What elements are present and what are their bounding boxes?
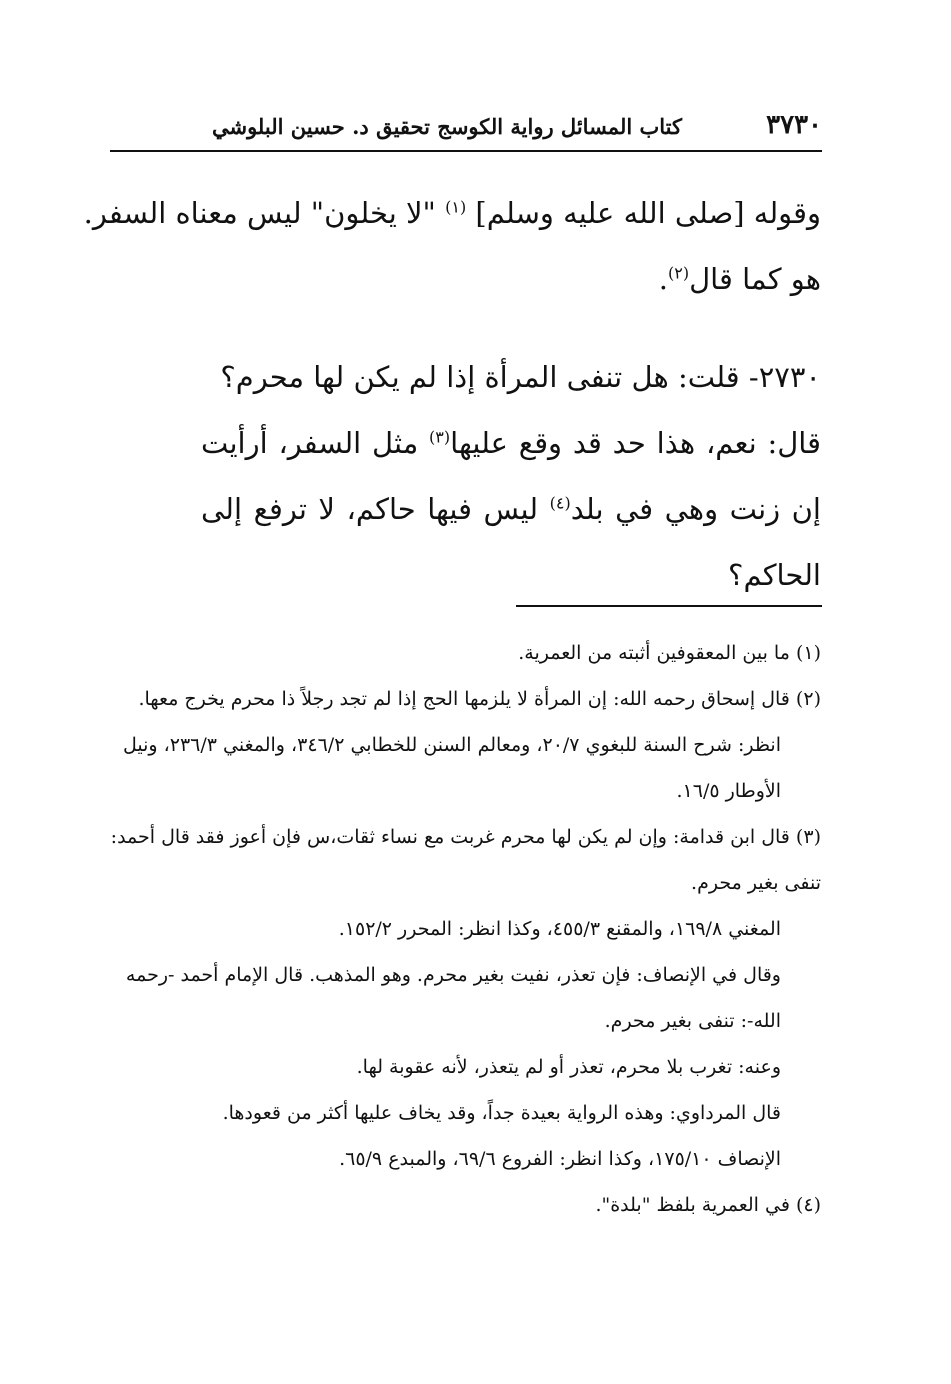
footnote-3-insaf: وقال في الإنصاف: فإن تعذر، نفيت بغير محرم. وهو المذهب. قال الإمام أحمد -رحمه الله-: تنفى بغير محرم. xyxy=(125,964,781,1032)
footnote-3-refs: الإنصاف ١٧٥/١٠، وكذا انظر: الفروع ٦٩/٦، والمبدع ٦٥/٩. xyxy=(339,1148,781,1170)
text-segment: ليس فيها حاكم، لا ترفع إلى الحاكم؟ xyxy=(201,492,821,592)
footnote-1: (١) ما بين المعقوفين أثبته من العمرية. xyxy=(518,642,821,664)
footnote-3-mardawi: قال المرداوي: وهذه الرواية بعيدة جداً، وقد يخاف عليها أكثر من قعودها. xyxy=(222,1102,781,1124)
footnote-marker-3: (٣) xyxy=(429,427,451,447)
running-title: كتاب المسائل رواية الكوسج تحقيق د. حسين البلوشي xyxy=(211,114,682,139)
footnote-3-riwaya: وعنه: تغرب بلا محرم، تعذر أو لم يتعذر، لأنه عقوبة لها. xyxy=(356,1056,781,1078)
paragraph-intro-line-2 xyxy=(131,246,821,312)
page-header xyxy=(110,108,822,148)
text-segment: "لا يخلون" ليس معناه السفر. xyxy=(83,196,446,230)
paragraph-intro-line-1 xyxy=(83,180,821,246)
answer-text xyxy=(201,410,821,608)
footnotes xyxy=(109,630,821,1228)
footnote-2: (٢) قال إسحاق رحمه الله: إن المرأة لا يلزمها الحج إذا لم تجد رجلاً ذا محرم يخرج معها. xyxy=(138,688,821,710)
text-segment: مثل السفر، أرأيت إن زنت وهي في بلد xyxy=(201,426,821,526)
footnote-marker-1: (١) xyxy=(445,197,467,217)
footnote-rule xyxy=(516,605,822,607)
text-segment: قال: نعم، هذا حد قد وقع عليها xyxy=(450,426,821,460)
header-rule xyxy=(110,150,822,152)
text-segment: . xyxy=(658,262,669,296)
page-number: ٣٧٣٠ xyxy=(766,110,822,140)
issue-2730 xyxy=(109,344,821,608)
footnote-3: (٣) قال ابن قدامة: وإن لم يكن لها محرم غربت مع نساء ثقات،س فإن أعوز فقد قال أحمد: تنفى بغير محرم. xyxy=(110,826,821,894)
footnote-marker-4: (٤) xyxy=(549,493,571,513)
question-line: ٢٧٣٠- قلت: هل تنفى المرأة إذا لم يكن لها محرم؟ xyxy=(220,360,821,394)
footnote-4: (٤) في العمرية بلفظ "بلدة". xyxy=(595,1194,821,1216)
footnote-2-sources: انظر: شرح السنة للبغوي ٢٠/٧، ومعالم السنن للخطابي ٣٤٦/٢، والمغني ٢٣٦/٣، ونيل الأوطار ١٦/٥. xyxy=(122,734,781,802)
paragraph-intro xyxy=(83,180,821,312)
footnote-3-sources: المغني ١٦٩/٨، والمقنع ٤٥٥/٣، وكذا انظر: المحرر ١٥٢/٢. xyxy=(338,918,781,940)
footnote-marker-2: (٢) xyxy=(668,263,690,283)
text-segment: وقوله [صلى الله عليه وسلم] xyxy=(466,196,821,230)
text-segment: هو كما قال xyxy=(689,262,821,296)
